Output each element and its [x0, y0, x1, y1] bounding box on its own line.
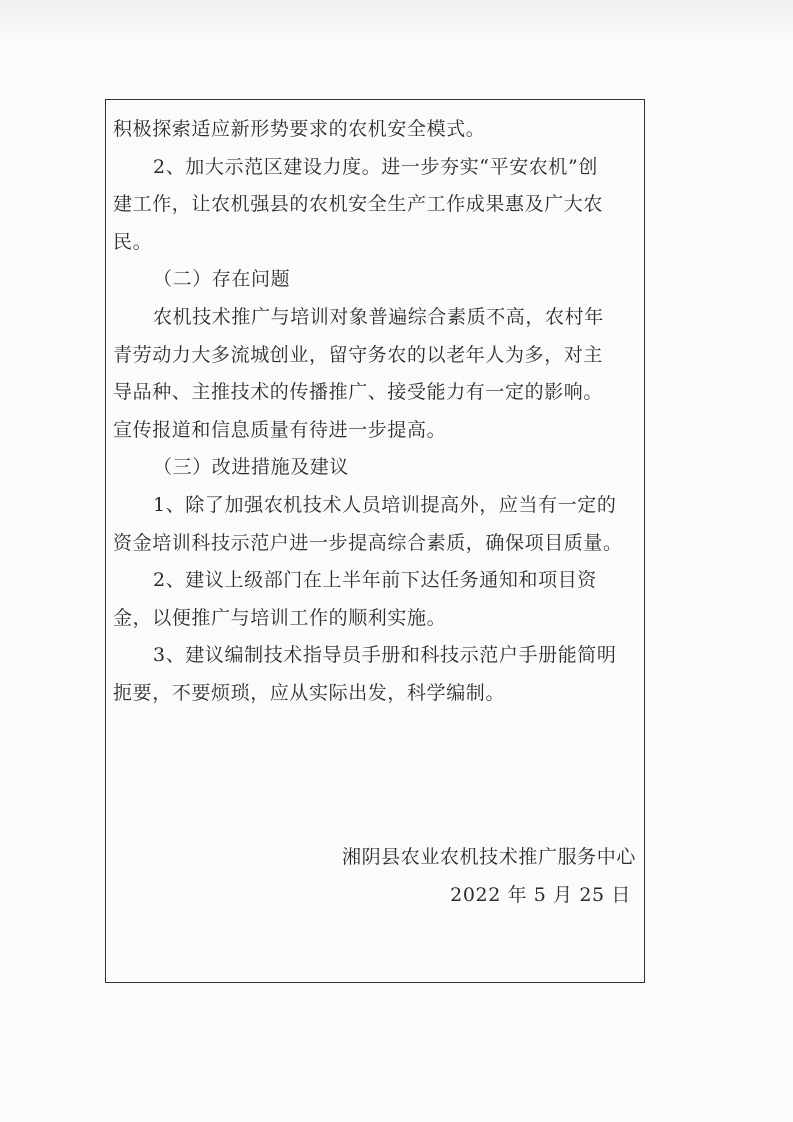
section-heading: （三）改进措施及建议: [153, 456, 350, 479]
paragraph-line: 民。: [113, 230, 153, 253]
paragraph-line: 资金培训科技示范户进一步提高综合素质，确保项目质量。: [113, 531, 623, 554]
signature-date: 2022 年 5 月 25 日: [450, 884, 631, 906]
paragraph-line: 金，以便推广与培训工作的顺利实施。: [113, 606, 447, 629]
paragraph-line: 导品种、主推技术的传播推广、接受能力有一定的影响。: [113, 381, 604, 404]
signature-organization: 湘阴县农业农机技术推广服务中心: [341, 846, 636, 868]
paragraph-line: 建工作，让农机强县的农机安全生产工作成果惠及广大农: [113, 193, 604, 216]
scan-shadow: [0, 0, 793, 40]
paragraph-line: 宣传报道和信息质量有待进一步提高。: [113, 418, 447, 441]
paragraph-line: 农机技术推广与培训对象普遍综合素质不高，农村年: [153, 305, 604, 328]
paragraph-line: 青劳动力大多流城创业，留守务农的以老年人为多，对主: [113, 343, 604, 366]
section-heading: （二）存在问题: [153, 268, 291, 291]
paragraph-line: 扼要，不要烦琐，应从实际出发，科学编制。: [113, 681, 506, 704]
document-body: [113, 111, 641, 713]
paragraph-line: 2、建议上级部门在上半年前下达任务通知和项目资: [153, 569, 597, 592]
paragraph-line: 3、建议编制技术指导员手册和科技示范户手册能简明: [153, 644, 617, 667]
paragraph-line: 1、除了加强农机技术人员培训提高外，应当有一定的: [153, 493, 617, 516]
paragraph-line: 2、加大示范区建设力度。进一步夯实“平安农机”创: [153, 155, 598, 178]
paragraph-line: 积极探索适应新形势要求的农机安全模式。: [113, 118, 486, 140]
